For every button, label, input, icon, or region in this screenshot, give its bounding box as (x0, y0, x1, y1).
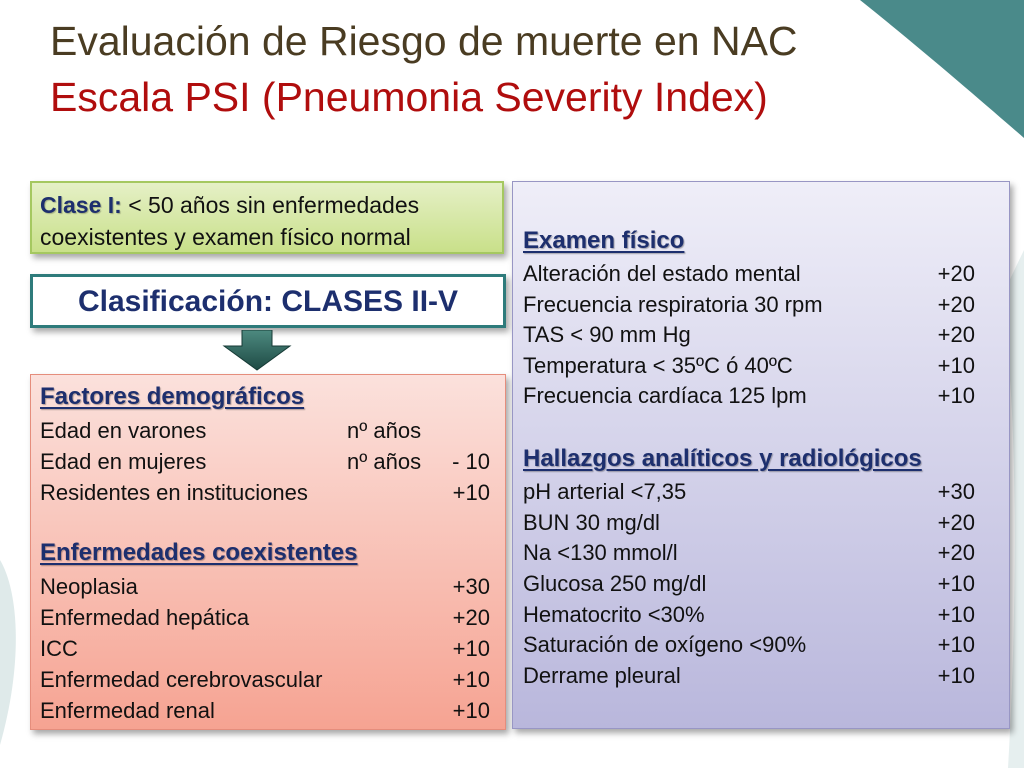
table-row (40, 415, 490, 446)
row-label: ICC (40, 636, 78, 661)
table-row (523, 319, 975, 350)
clase-i-text-1: < 50 años sin enfermedades (121, 192, 420, 218)
row-label: Enfermedad cerebrovascular (40, 667, 323, 692)
arrow-down-icon (222, 330, 292, 372)
demographic-factors-panel (30, 374, 506, 730)
table-row (40, 446, 490, 477)
row-label: Alteración del estado mental (523, 261, 801, 286)
row-points: +10 (937, 632, 975, 657)
table-row (523, 599, 975, 630)
row-label: Saturación de oxígeno <90% (523, 632, 807, 657)
clase-i-text-2: coexistentes y examen físico normal (40, 224, 411, 250)
row-points: +20 (937, 261, 975, 286)
title-line-2: Escala PSI (Pneumonia Severity Index) (50, 74, 768, 120)
row-points: +30 (937, 479, 975, 504)
row-points: +20 (937, 322, 975, 347)
row-label: Na <130 mmol/l (523, 540, 678, 565)
table-row (523, 258, 975, 289)
table-row (523, 629, 975, 660)
row-label: Residentes en instituciones (40, 480, 308, 505)
table-row (40, 602, 490, 633)
row-label: BUN 30 mg/dl (523, 510, 660, 535)
table-row (523, 537, 975, 568)
row-label: pH arterial <7,35 (523, 479, 687, 504)
row-points: +10 (452, 667, 490, 692)
table-row (523, 568, 975, 599)
clasificacion-text: Clasificación: CLASES II-V (77, 285, 459, 318)
table-row (523, 507, 975, 538)
clase-i-box (30, 181, 504, 254)
table-row (523, 350, 975, 381)
demographic-heading: Factores demográficos (40, 383, 305, 410)
row-points: +20 (452, 605, 490, 630)
row-label: Enfermedad renal (40, 698, 215, 723)
row-label: TAS < 90 mm Hg (523, 322, 691, 347)
row-points: +10 (452, 698, 490, 723)
table-row (40, 633, 490, 664)
row-label: Derrame pleural (523, 663, 681, 688)
row-points: +10 (937, 383, 975, 408)
row-points: +20 (937, 510, 975, 535)
row-points: +20 (937, 540, 975, 565)
physical-exam-heading: Examen físico (523, 227, 685, 254)
row-points: +10 (937, 571, 975, 596)
row-points: - 10 (452, 449, 490, 474)
table-row (523, 476, 975, 507)
row-label: Neoplasia (40, 574, 138, 599)
table-row (40, 571, 490, 602)
table-row (523, 289, 975, 320)
row-points: +10 (452, 480, 490, 505)
lab-findings-heading: Hallazgos analíticos y radiológicos (523, 445, 922, 472)
row-label: Edad en mujeres (40, 449, 207, 474)
row-label: Edad en varones (40, 418, 207, 443)
row-label: Enfermedad hepática (40, 605, 250, 630)
title-line-1: Evaluación de Riesgo de muerte en NAC (50, 18, 798, 64)
table-row (40, 664, 490, 695)
table-row (40, 695, 490, 726)
row-points: +10 (937, 602, 975, 627)
row-points: +10 (937, 353, 975, 378)
comorbidities-heading: Enfermedades coexistentes (40, 539, 358, 566)
physical-exam-panel (512, 181, 1010, 729)
clase-i-label: Clase I: (40, 192, 122, 218)
table-row (40, 477, 490, 508)
clasificacion-box (30, 274, 506, 328)
table-row (523, 660, 975, 691)
row-label: Frecuencia cardíaca 125 lpm (523, 383, 807, 408)
row-points: +10 (937, 663, 975, 688)
row-value: nº años (347, 449, 422, 474)
row-label: Glucosa 250 mg/dl (523, 571, 707, 596)
row-points: +20 (937, 292, 975, 317)
row-points: +30 (452, 574, 490, 599)
row-points: +10 (452, 636, 490, 661)
row-label: Frecuencia respiratoria 30 rpm (523, 292, 823, 317)
row-label: Hematocrito <30% (523, 602, 705, 627)
row-value: nº años (347, 418, 422, 443)
row-label: Temperatura < 35ºC ó 40ºC (523, 353, 793, 378)
table-row (523, 380, 975, 411)
